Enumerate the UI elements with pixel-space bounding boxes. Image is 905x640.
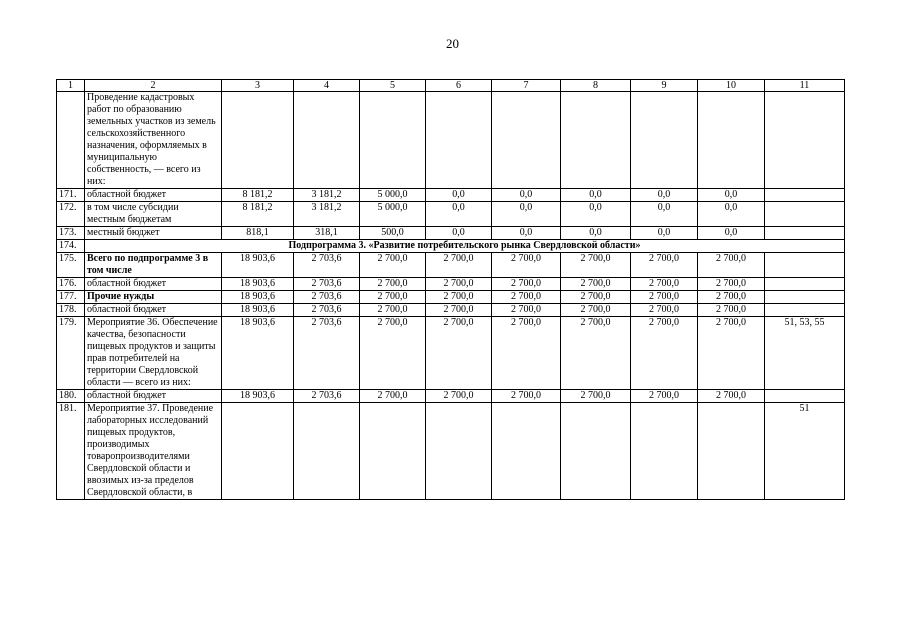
value-cell: 2 700,0 — [631, 390, 698, 403]
target-indicator-cell — [765, 227, 845, 240]
header-cell: 2 — [85, 80, 222, 92]
value-cell: 2 700,0 — [426, 278, 492, 291]
value-cell: 0,0 — [426, 189, 492, 202]
value-cell — [426, 403, 492, 500]
header-cell: 7 — [492, 80, 561, 92]
row-number: 178. — [57, 304, 85, 317]
value-cell: 818,1 — [222, 227, 294, 240]
value-cell — [631, 403, 698, 500]
row-number: 174. — [57, 240, 85, 253]
target-indicator-cell — [765, 253, 845, 278]
row-number: 180. — [57, 390, 85, 403]
value-cell: 0,0 — [561, 189, 631, 202]
value-cell: 2 700,0 — [698, 390, 765, 403]
value-cell: 18 903,6 — [222, 390, 294, 403]
page-number: 20 — [446, 36, 459, 51]
value-cell: 2 700,0 — [631, 317, 698, 390]
header-cell: 6 — [426, 80, 492, 92]
value-cell: 2 700,0 — [360, 291, 426, 304]
header-cell: 5 — [360, 80, 426, 92]
header-cell: 1 — [57, 80, 85, 92]
table-row — [57, 390, 845, 403]
value-cell: 2 703,6 — [294, 291, 360, 304]
table-row — [57, 403, 845, 500]
row-description: областной бюджет — [85, 189, 222, 202]
value-cell: 2 700,0 — [360, 278, 426, 291]
value-cell: 0,0 — [698, 202, 765, 227]
value-cell: 2 700,0 — [492, 390, 561, 403]
target-indicator-cell — [765, 304, 845, 317]
header-cell: 10 — [698, 80, 765, 92]
value-cell: 2 700,0 — [631, 278, 698, 291]
header-cell: 8 — [561, 80, 631, 92]
value-cell: 18 903,6 — [222, 317, 294, 390]
table-row — [57, 92, 845, 189]
value-cell: 500,0 — [360, 227, 426, 240]
table-row — [57, 317, 845, 390]
value-cell: 2 700,0 — [561, 253, 631, 278]
value-cell: 318,1 — [294, 227, 360, 240]
value-cell: 3 181,2 — [294, 189, 360, 202]
value-cell: 2 700,0 — [360, 253, 426, 278]
row-description: Проведение кадастровых работ по образованию земельных участков из земель сельскохозяйственного назначения, оформляемых в муниципальную собственность, — всего из них: — [85, 92, 222, 189]
value-cell: 2 700,0 — [561, 317, 631, 390]
value-cell: 2 700,0 — [426, 390, 492, 403]
value-cell: 2 700,0 — [426, 253, 492, 278]
value-cell — [294, 403, 360, 500]
value-cell: 0,0 — [631, 227, 698, 240]
row-description: в том числе субсидии местным бюджетам — [85, 202, 222, 227]
value-cell — [698, 403, 765, 500]
value-cell: 0,0 — [492, 189, 561, 202]
value-cell: 2 700,0 — [492, 278, 561, 291]
value-cell: 2 700,0 — [492, 304, 561, 317]
value-cell: 2 700,0 — [631, 304, 698, 317]
row-number — [57, 92, 85, 189]
header-cell: 9 — [631, 80, 698, 92]
row-number: 171. — [57, 189, 85, 202]
value-cell — [631, 92, 698, 189]
target-indicator-cell — [765, 202, 845, 227]
value-cell: 2 700,0 — [360, 304, 426, 317]
value-cell: 2 700,0 — [698, 253, 765, 278]
value-cell — [360, 403, 426, 500]
target-indicator-cell — [765, 390, 845, 403]
table-row — [57, 278, 845, 291]
subprogram-heading: Подпрограмма 3. «Развитие потребительского рынка Свердловской области» — [85, 240, 845, 253]
table-header-row — [57, 80, 845, 92]
table-row — [57, 304, 845, 317]
row-description: областной бюджет — [85, 278, 222, 291]
value-cell: 2 700,0 — [492, 253, 561, 278]
table-row — [57, 189, 845, 202]
row-number: 173. — [57, 227, 85, 240]
row-description: Прочие нужды — [85, 291, 222, 304]
target-indicator-cell — [765, 189, 845, 202]
value-cell: 18 903,6 — [222, 253, 294, 278]
value-cell: 0,0 — [698, 189, 765, 202]
header-cell: 11 — [765, 80, 845, 92]
value-cell: 2 700,0 — [631, 291, 698, 304]
value-cell — [492, 403, 561, 500]
value-cell: 0,0 — [426, 227, 492, 240]
header-cell: 3 — [222, 80, 294, 92]
value-cell — [698, 92, 765, 189]
table-row — [57, 291, 845, 304]
row-number: 175. — [57, 253, 85, 278]
value-cell: 2 703,6 — [294, 278, 360, 291]
value-cell: 2 700,0 — [492, 291, 561, 304]
value-cell: 2 700,0 — [698, 278, 765, 291]
row-number: 181. — [57, 403, 85, 500]
value-cell — [294, 92, 360, 189]
target-indicator-cell: 51 — [765, 403, 845, 500]
value-cell: 2 700,0 — [698, 304, 765, 317]
value-cell: 0,0 — [492, 227, 561, 240]
value-cell: 0,0 — [426, 202, 492, 227]
value-cell: 0,0 — [631, 202, 698, 227]
value-cell: 2 703,6 — [294, 390, 360, 403]
value-cell: 2 700,0 — [360, 390, 426, 403]
value-cell: 8 181,2 — [222, 189, 294, 202]
value-cell: 2 700,0 — [631, 253, 698, 278]
value-cell: 2 700,0 — [426, 317, 492, 390]
value-cell — [222, 92, 294, 189]
value-cell: 2 700,0 — [561, 278, 631, 291]
value-cell — [222, 403, 294, 500]
row-description: местный бюджет — [85, 227, 222, 240]
row-description: Мероприятие 36. Обеспечение качества, безопасности пищевых продуктов и защиты прав потребителей на территории Свердловской области — всего из них: — [85, 317, 222, 390]
row-number: 176. — [57, 278, 85, 291]
value-cell: 2 700,0 — [492, 317, 561, 390]
value-cell: 5 000,0 — [360, 202, 426, 227]
target-indicator-cell — [765, 92, 845, 189]
table-row — [57, 253, 845, 278]
target-indicator-cell — [765, 278, 845, 291]
value-cell: 5 000,0 — [360, 189, 426, 202]
value-cell: 18 903,6 — [222, 291, 294, 304]
row-description: областной бюджет — [85, 390, 222, 403]
budget-table — [56, 79, 845, 500]
value-cell: 2 703,6 — [294, 253, 360, 278]
value-cell: 2 700,0 — [561, 304, 631, 317]
table-row — [57, 227, 845, 240]
target-indicator-cell — [765, 291, 845, 304]
value-cell — [426, 92, 492, 189]
value-cell: 2 703,6 — [294, 304, 360, 317]
value-cell — [492, 92, 561, 189]
table-row — [57, 240, 845, 253]
value-cell: 2 700,0 — [561, 390, 631, 403]
value-cell: 2 703,6 — [294, 317, 360, 390]
row-description: областной бюджет — [85, 304, 222, 317]
value-cell: 0,0 — [698, 227, 765, 240]
row-number: 177. — [57, 291, 85, 304]
value-cell: 2 700,0 — [561, 291, 631, 304]
target-indicator-cell: 51, 53, 55 — [765, 317, 845, 390]
value-cell: 0,0 — [492, 202, 561, 227]
row-number: 179. — [57, 317, 85, 390]
value-cell: 2 700,0 — [426, 291, 492, 304]
row-number: 172. — [57, 202, 85, 227]
value-cell: 0,0 — [631, 189, 698, 202]
value-cell — [561, 403, 631, 500]
value-cell — [561, 92, 631, 189]
value-cell: 18 903,6 — [222, 304, 294, 317]
value-cell: 8 181,2 — [222, 202, 294, 227]
value-cell: 3 181,2 — [294, 202, 360, 227]
value-cell: 2 700,0 — [360, 317, 426, 390]
value-cell: 2 700,0 — [426, 304, 492, 317]
value-cell: 0,0 — [561, 227, 631, 240]
header-cell: 4 — [294, 80, 360, 92]
value-cell: 0,0 — [561, 202, 631, 227]
value-cell: 2 700,0 — [698, 317, 765, 390]
value-cell: 2 700,0 — [698, 291, 765, 304]
row-description: Мероприятие 37. Проведение лабораторных исследований пищевых продуктов, производимых товаропроизводителями Свердловской области и ввозимых из-за пределов Свердловской области, в — [85, 403, 222, 500]
value-cell — [360, 92, 426, 189]
table-row — [57, 202, 845, 227]
row-description: Всего по подпрограмме 3 в том числе — [85, 253, 222, 278]
value-cell: 18 903,6 — [222, 278, 294, 291]
